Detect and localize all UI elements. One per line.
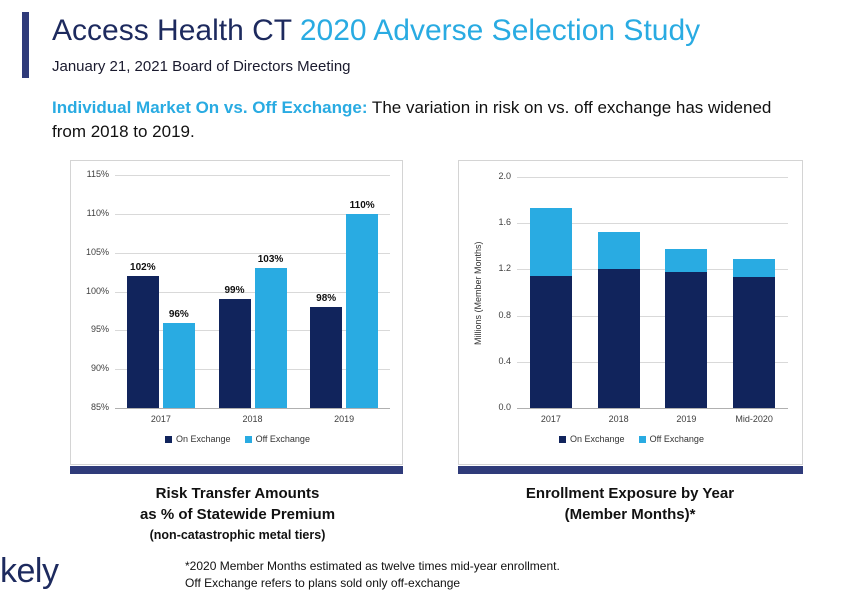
- x-axis-tick: Mid-2020: [735, 414, 773, 424]
- x-axis-tick: 2018: [608, 414, 629, 424]
- y-axis-tick: 110%: [86, 207, 109, 218]
- bar-off-exchange-2019: [665, 249, 707, 272]
- legend-swatch: [559, 436, 566, 443]
- y-axis-tick: 85%: [90, 402, 109, 412]
- legend-swatch: [165, 436, 172, 443]
- bar-on-exchange-2017: [127, 276, 159, 408]
- legend-item: [639, 434, 704, 444]
- bar-on-exchange-2018: [219, 299, 251, 408]
- y-axis-tick: 0.0: [498, 402, 511, 412]
- bar-off-exchange-2018: [598, 232, 640, 269]
- bar-value-label: 103%: [257, 254, 284, 266]
- x-axis-tick: 2017: [540, 414, 561, 424]
- risk-transfer-chart-panel: [70, 160, 403, 465]
- lead-rest: The variation in risk on vs. off exchange has widened from 2018 to 2019.: [52, 98, 772, 141]
- bar-on-exchange-2018: [598, 269, 640, 408]
- y-axis-title: Millions (Member Months): [473, 240, 483, 345]
- left-caption-line3: (non-catastrophic metal tiers): [149, 528, 326, 542]
- y-axis-tick: 0.4: [498, 355, 511, 366]
- legend-label: Off Exchange: [255, 434, 310, 444]
- legend-item: [559, 434, 625, 444]
- x-axis-tick: 2017: [150, 414, 171, 424]
- right-caption-line2: (Member Months)*: [564, 506, 696, 523]
- y-axis-tick: 100%: [85, 285, 109, 296]
- bar-value-label: 99%: [224, 285, 245, 297]
- y-axis-tick: 90%: [90, 363, 109, 374]
- footnote: [185, 558, 560, 592]
- bar-off-exchange-2019: [346, 214, 378, 408]
- y-axis-tick: 105%: [85, 246, 109, 257]
- y-axis-tick: 0.8: [498, 309, 511, 320]
- y-axis-tick: 1.6: [498, 217, 511, 228]
- y-axis-tick: 1.2: [498, 263, 511, 274]
- company-logo: kely: [0, 552, 59, 590]
- left-caption-line2: as % of Statewide Premium: [139, 506, 336, 523]
- bar-value-label: 98%: [316, 293, 337, 305]
- y-axis-tick: 95%: [90, 324, 109, 335]
- x-axis-tick: 2019: [334, 414, 355, 424]
- chart-legend: [71, 434, 404, 444]
- lead-paragraph: [52, 96, 792, 144]
- right-panel-underline: [458, 466, 803, 474]
- y-axis-tick: 2.0: [498, 171, 511, 181]
- bar-value-label: 96%: [168, 308, 189, 320]
- right-chart-caption: [450, 483, 810, 525]
- legend-label: On Exchange: [176, 434, 231, 444]
- chart-legend: [459, 434, 804, 444]
- x-axis-line: [517, 408, 788, 409]
- page-title-primary: Access Health CT: [52, 14, 300, 47]
- bar-value-label: 102%: [130, 261, 156, 273]
- page-title-secondary: 2020 Adverse Selection Study: [299, 14, 701, 47]
- bar-on-exchange-Mid-2020: [733, 277, 775, 408]
- legend-label: Off Exchange: [649, 434, 704, 444]
- legend-item: [245, 434, 310, 444]
- bar-value-label: 110%: [349, 199, 375, 211]
- bar-on-exchange-2019: [310, 307, 342, 408]
- bar-on-exchange-2019: [665, 272, 707, 408]
- y-axis-tick: 115%: [86, 169, 109, 179]
- slide-header: [22, 10, 822, 80]
- lead-highlight: Individual Market On vs. Off Exchange:: [52, 98, 368, 117]
- left-caption-line1: Risk Transfer Amounts: [155, 485, 320, 502]
- page-subtitle: January 21, 2021 Board of Directors Meeting: [52, 58, 351, 75]
- x-axis-line: [115, 408, 390, 409]
- footnote-line2: Off Exchange refers to plans sold only off-exchange: [185, 576, 461, 590]
- left-chart-caption: [60, 483, 415, 546]
- page-title: [52, 14, 700, 48]
- x-axis-tick: 2019: [676, 414, 697, 424]
- gridline: [115, 175, 390, 176]
- gridline: [517, 177, 788, 178]
- footnote-line1: *2020 Member Months estimated as twelve times mid-year enrollment.: [185, 559, 560, 573]
- bar-off-exchange-2018: [255, 268, 287, 408]
- legend-swatch: [639, 436, 646, 443]
- legend-label: On Exchange: [570, 434, 625, 444]
- enrollment-exposure-plot: [459, 161, 804, 466]
- x-axis-tick: 2018: [242, 414, 263, 424]
- header-accent-bar: [22, 12, 29, 78]
- bar-off-exchange-2017: [530, 208, 572, 276]
- legend-swatch: [245, 436, 252, 443]
- right-caption-line1: Enrollment Exposure by Year: [525, 485, 735, 502]
- bar-off-exchange-Mid-2020: [733, 259, 775, 277]
- legend-item: [165, 434, 231, 444]
- enrollment-exposure-chart-panel: [458, 160, 803, 465]
- bar-on-exchange-2017: [530, 276, 572, 408]
- left-panel-underline: [70, 466, 403, 474]
- bar-off-exchange-2017: [163, 323, 195, 408]
- risk-transfer-plot: [71, 161, 404, 466]
